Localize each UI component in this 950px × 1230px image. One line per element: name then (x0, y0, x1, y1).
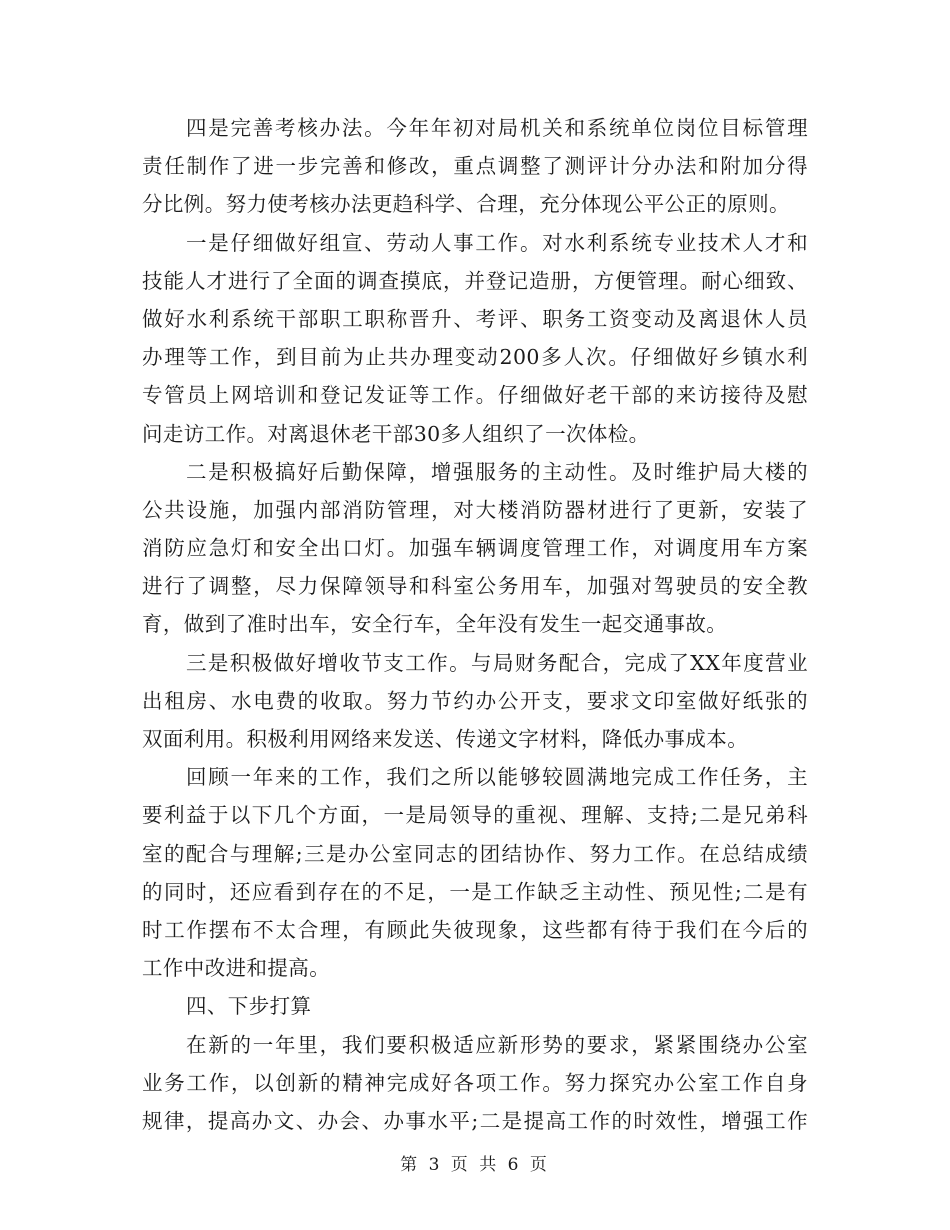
text-line: 公共设施，加强内部消防管理，对大楼消防器材进行了更新，安装了 (142, 497, 808, 522)
text-line: 双面利用。积极利用网络来发送、传递文字材料，降低办事成本。 (142, 727, 749, 751)
paragraph (142, 987, 808, 1025)
text-line: 三是积极做好增收节支工作。与局财务配合，完成了XX年度营业 (186, 650, 808, 675)
paragraph (142, 109, 808, 224)
text-line: 出租房、水电费的收取。努力节约办公开支，要求文印室做好纸张的 (142, 688, 808, 713)
text-line: 做好水利系统干部职工职称晋升、考评、职务工资变动及离退休人员 (142, 306, 808, 331)
text-line: 的同时，还应看到存在的不足，一是工作缺乏主动性、预见性;二是有 (142, 879, 808, 904)
text-line: 四、下步打算 (186, 994, 312, 1019)
text-line: 室的配合与理解;三是办公室同志的团结协作、努力工作。在总结成绩 (142, 841, 808, 866)
text-line: 在新的一年里，我们要积极适应新形势的要求，紧紧围绕办公室 (186, 1032, 808, 1057)
document-body (142, 109, 808, 1140)
text-line: 消防应急灯和安全出口灯。加强车辆调度管理工作，对调度用车方案 (142, 536, 808, 561)
text-line: 回顾一年来的工作，我们之所以能够较圆满地完成工作任务，主 (186, 765, 808, 790)
paragraph (142, 758, 808, 987)
text-line: 问走访工作。对离退休老干部30多人组织了一次体检。 (142, 421, 650, 446)
text-line: 规律，提高办文、办会、办事水平;二是提高工作的时效性，增强工作 (142, 1108, 808, 1133)
text-line: 专管员上网培训和登记发证等工作。仔细做好老干部的来访接待及慰 (142, 383, 808, 408)
text-line: 育，做到了准时出车，安全行车，全年没有发生一起交通事故。 (142, 612, 728, 637)
paragraph (142, 644, 808, 759)
text-line: 一是仔细做好组宣、劳动人事工作。对水利系统专业技术人才和 (186, 230, 808, 255)
text-line: 二是积极搞好后勤保障，增强服务的主动性。及时维护局大楼的 (186, 459, 808, 484)
page-footer: 第 3 页 共 6 页 (400, 1155, 550, 1175)
text-line: 进行了调整，尽力保障领导和科室公务用车，加强对驾驶员的安全教 (142, 574, 808, 599)
text-line: 分比例。努力使考核办法更趋科学、合理，充分体现公平公正的原则。 (142, 192, 790, 217)
paragraph (142, 224, 808, 453)
paragraph (142, 453, 808, 644)
text-line: 办理等工作，到目前为止共办理变动200多人次。仔细做好乡镇水利 (142, 345, 808, 370)
paragraph (142, 1026, 808, 1141)
text-line: 工作中改进和提高。 (142, 956, 331, 981)
text-line: 时工作摆布不太合理，有顾此失彼现象，这些都有待于我们在今后的 (142, 917, 808, 942)
text-line: 四是完善考核办法。今年年初对局机关和系统单位岗位目标管理 (186, 116, 808, 140)
text-line: 技能人才进行了全面的调查摸底，并登记造册，方便管理。耐心细致、 (142, 268, 808, 293)
text-line: 业务工作，以创新的精神完成好各项工作。努力探究办公室工作自身 (142, 1070, 808, 1095)
text-line: 要利益于以下几个方面，一是局领导的重视、理解、支持;二是兄弟科 (142, 803, 808, 828)
text-line: 责任制作了进一步完善和修改，重点调整了测评计分办法和附加分得 (142, 154, 808, 179)
